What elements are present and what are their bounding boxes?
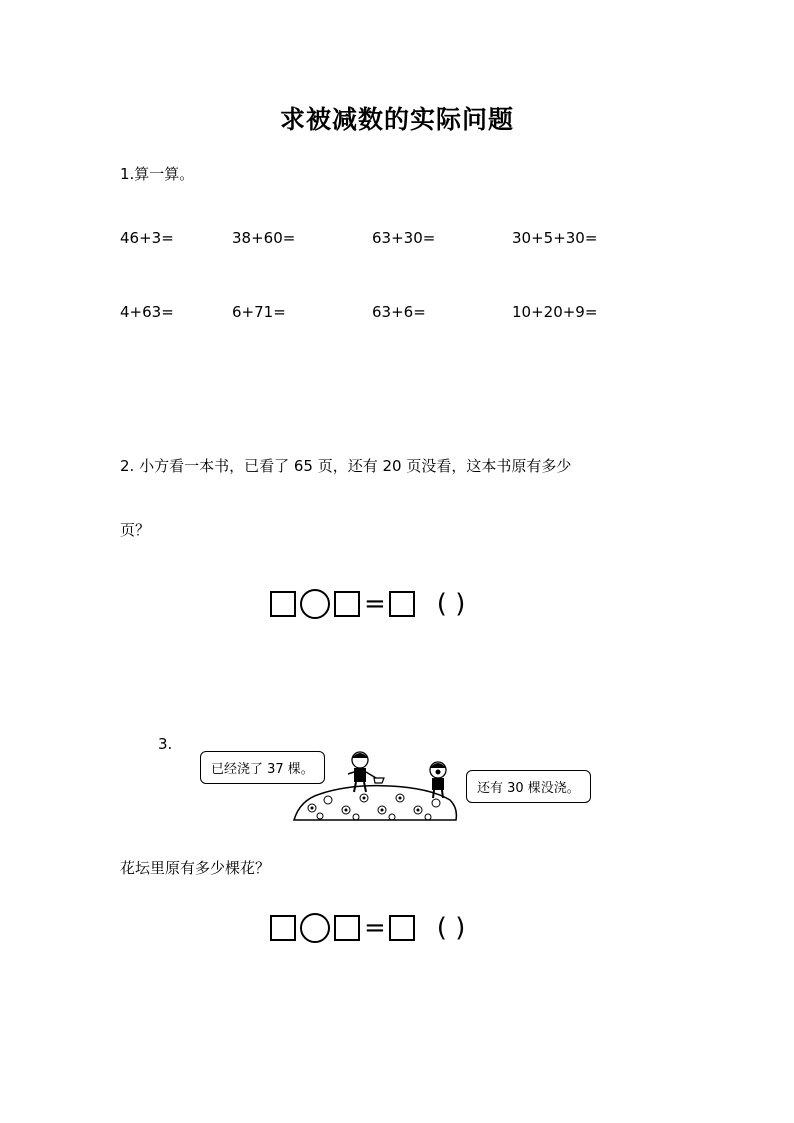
- q1-expression: 10+20+9=: [512, 303, 598, 321]
- answer-box[interactable]: [389, 915, 415, 941]
- q2-text-line2: 页？: [120, 521, 151, 539]
- q1-expression: 38+60=: [232, 229, 296, 247]
- q3-answer-formula: [270, 911, 465, 945]
- q1-expression: 63+30=: [372, 229, 436, 247]
- equals-sign: =: [364, 589, 386, 619]
- answer-box[interactable]: [334, 591, 360, 617]
- q3-question: 花坛里原有多少棵花？: [120, 859, 271, 877]
- q1-expression: 46+3=: [120, 229, 174, 247]
- speech-bubble-right: 还有 30 棵没浇。: [466, 770, 591, 803]
- q1-expression: 30+5+30=: [512, 229, 598, 247]
- answer-box[interactable]: [389, 591, 415, 617]
- q1-expression: 63+6=: [372, 303, 426, 321]
- operator-circle[interactable]: [300, 589, 330, 619]
- q2-text-line1: 2. 小方看一本书，已看了 65 页，还有 20 页没看，这本书原有多少: [120, 457, 572, 475]
- q1-expression: 4+63=: [120, 303, 174, 321]
- unit-parentheses[interactable]: ( ): [436, 913, 466, 943]
- q1-heading: 1.算一算。: [120, 165, 195, 183]
- operator-circle[interactable]: [300, 913, 330, 943]
- answer-box[interactable]: [270, 915, 296, 941]
- q1-expression: 6+71=: [232, 303, 286, 321]
- q2-answer-formula: [270, 587, 465, 621]
- unit-parentheses[interactable]: ( ): [436, 589, 466, 619]
- q3-number: 3.: [158, 735, 173, 753]
- page-title: 求被减数的实际问题: [279, 105, 514, 134]
- answer-box[interactable]: [334, 915, 360, 941]
- equals-sign: =: [364, 913, 386, 943]
- answer-box[interactable]: [270, 591, 296, 617]
- speech-bubble-left: 已经浇了 37 棵。: [200, 751, 325, 784]
